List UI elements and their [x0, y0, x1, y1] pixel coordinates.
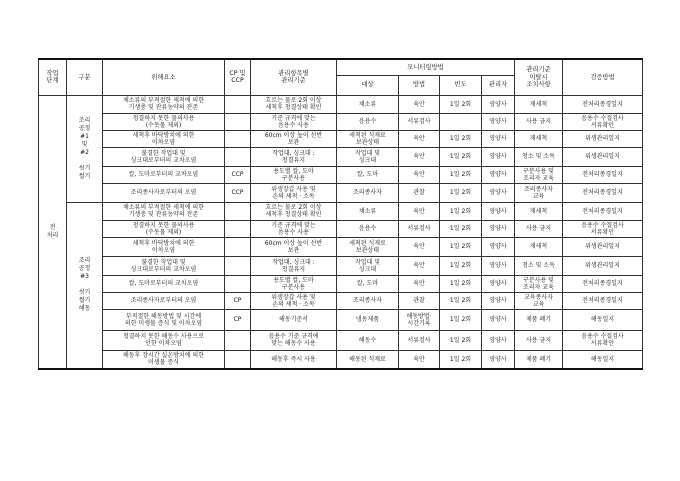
- method-cell: 서류검사: [399, 220, 440, 237]
- table-row: [39, 183, 643, 202]
- verification-cell: 전처리종경일지: [563, 95, 643, 113]
- cp-ccp-cell: CP: [225, 309, 251, 330]
- manager-cell: 영양사: [482, 330, 515, 350]
- manager-cell: 영양사: [482, 183, 515, 202]
- header-category: 구분: [67, 59, 103, 95]
- table-row: [39, 220, 643, 237]
- cp-ccp-cell: [225, 95, 251, 113]
- target-cell: 세척된 식재료 보관상태: [337, 130, 399, 147]
- header-verification: 검증방법: [563, 59, 643, 95]
- method-cell: 서류검사: [399, 113, 440, 130]
- cp-ccp-cell: [225, 275, 251, 292]
- target-cell: 칼, 도마: [337, 166, 399, 183]
- method-cell: 서류검사: [399, 330, 440, 350]
- haccp-table-page: [38, 58, 642, 370]
- haccp-table: [38, 58, 643, 370]
- action-cell: 구분사용 및 조리자 교육: [515, 275, 563, 292]
- verification-cell: 해동일지: [563, 350, 643, 369]
- method-cell: 육안: [399, 130, 440, 147]
- hazard-cell: 불결한 작업대 및 싱크대로부터의 교차오염: [103, 256, 225, 275]
- method-cell: 관찰: [399, 292, 440, 309]
- criteria-cell: 흐르는 물로 2회 이상 세척후 청결상태 확인: [251, 202, 337, 220]
- action-cell: 교육종사자 교육: [515, 292, 563, 309]
- verification-cell: 위생관리일지: [563, 130, 643, 147]
- action-cell: 재세척: [515, 130, 563, 147]
- target-cell: 음용수: [337, 220, 399, 237]
- header-cp-ccp: CP 및 CCP: [225, 59, 251, 95]
- table-row: [39, 166, 643, 183]
- stage-cell: 전 처리: [39, 95, 67, 369]
- hazard-cell: 청결하지 못한 물의사용 (수돗물 제외): [103, 113, 225, 130]
- action-cell: 재세척: [515, 95, 563, 113]
- method-cell: 해동방법· 시간기록: [399, 309, 440, 330]
- verification-cell: 위생관리일지: [563, 237, 643, 256]
- table-body: [39, 95, 643, 369]
- frequency-cell: 1일 2회: [440, 309, 482, 330]
- method-cell: 육안: [399, 256, 440, 275]
- target-cell: 채소류: [337, 95, 399, 113]
- hazard-cell: 채소류의 부적절한 세척에 의한 기생충 및 잔류농약의 잔존: [103, 95, 225, 113]
- verification-cell: 전처리종경일지: [563, 292, 643, 309]
- method-cell: 육안: [399, 350, 440, 369]
- action-cell: 청소 및 소독: [515, 256, 563, 275]
- hazard-cell: 세척후 바닥방치에 의한 이차오염: [103, 130, 225, 147]
- cp-ccp-cell: CCP: [225, 166, 251, 183]
- manager-cell: 영양사: [482, 220, 515, 237]
- hazard-cell: 칼, 도마로부터의 교차오염: [103, 275, 225, 292]
- hazard-cell: 세척후 바닥방치에 의한 이차오염: [103, 237, 225, 256]
- manager-cell: 영양사: [482, 166, 515, 183]
- action-cell: 청소 및 소독: [515, 147, 563, 166]
- action-cell: 구분사용 및 조리자 교육: [515, 166, 563, 183]
- header-target: 대상: [337, 75, 399, 95]
- manager-cell: 영양사: [482, 130, 515, 147]
- verification-cell: 음용수 수질검사 서류확인: [563, 220, 643, 237]
- manager-cell: 영양사: [482, 147, 515, 166]
- hazard-cell: 채소류의 부적절한 세척에 의한 기생충 및 잔류농약의 잔존: [103, 202, 225, 220]
- target-cell: 작업대 및 싱크대: [337, 256, 399, 275]
- target-cell: 음용수: [337, 113, 399, 130]
- table-row: [39, 309, 643, 330]
- verification-cell: 위생관리일지: [563, 256, 643, 275]
- frequency-cell: 1일 2회: [440, 292, 482, 309]
- action-cell: 제품 폐기: [515, 350, 563, 369]
- criteria-cell: 기준 규격에 맞는 음용수 사용: [251, 220, 337, 237]
- manager-cell: 영양사: [482, 113, 515, 130]
- header-hazard: 위해요소: [103, 59, 225, 95]
- header-manager: 관리자: [482, 75, 515, 95]
- method-cell: 육안: [399, 95, 440, 113]
- verification-cell: 음용수 수질검사 서류확인: [563, 113, 643, 130]
- cp-ccp-cell: CP: [225, 292, 251, 309]
- frequency-cell: 1일 2회: [440, 202, 482, 220]
- action-cell: 조리종사자 교육: [515, 183, 563, 202]
- category-cell: 조리 공정 #1 및 #2 씻기 썰기: [67, 95, 103, 202]
- header-criteria: 관리항목별 관리기준: [251, 59, 337, 95]
- target-cell: 조리종사자: [337, 183, 399, 202]
- action-cell: 사용 금지: [515, 220, 563, 237]
- table-row: [39, 202, 643, 220]
- target-cell: 세척된 식재료 보관상태: [337, 237, 399, 256]
- criteria-cell: 해동후 즉시 사용: [251, 350, 337, 369]
- cp-ccp-cell: [225, 113, 251, 130]
- method-cell: 관찰: [399, 183, 440, 202]
- hazard-cell: 부적절한 해동방법 및 시간에 의한 미생물 증식 및 이차오염: [103, 309, 225, 330]
- table-row: [39, 95, 643, 113]
- criteria-cell: 작업대, 싱크대 : 청결유지: [251, 147, 337, 166]
- frequency-cell: 1일 2회: [440, 220, 482, 237]
- verification-cell: 전처리종경일지: [563, 202, 643, 220]
- cp-ccp-cell: [225, 256, 251, 275]
- method-cell: 육안: [399, 147, 440, 166]
- criteria-cell: 흐르는 물로 2회 이상 세척후 청결상태 확인: [251, 95, 337, 113]
- frequency-cell: 1일 2회: [440, 330, 482, 350]
- table-row: [39, 292, 643, 309]
- verification-cell: 전처리종경일지: [563, 275, 643, 292]
- header-frequency: 빈도: [440, 75, 482, 95]
- table-row: [39, 275, 643, 292]
- cp-ccp-cell: [225, 237, 251, 256]
- frequency-cell: 1일 2회: [440, 95, 482, 113]
- target-cell: 조리종사자: [337, 292, 399, 309]
- table-row: [39, 256, 643, 275]
- cp-ccp-cell: [225, 350, 251, 369]
- manager-cell: 영양사: [482, 202, 515, 220]
- action-cell: 제품 폐기: [515, 309, 563, 330]
- frequency-cell: 1일 2회: [440, 183, 482, 202]
- cp-ccp-cell: [225, 202, 251, 220]
- manager-cell: 영양사: [482, 275, 515, 292]
- criteria-cell: 작업대, 싱크대 : 청결유지: [251, 256, 337, 275]
- cp-ccp-cell: [225, 147, 251, 166]
- hazard-cell: 칼, 도마로부터의 교차오염: [103, 166, 225, 183]
- verification-cell: 전처리종경일지: [563, 166, 643, 183]
- frequency-cell: 1일 2회: [440, 256, 482, 275]
- target-cell: 해동된 식재료: [337, 350, 399, 369]
- criteria-cell: 위생장갑 사용 및 손의 세척 · 소독: [251, 292, 337, 309]
- verification-cell: 음용수 수질검사 서류확인: [563, 330, 643, 350]
- target-cell: 해동수: [337, 330, 399, 350]
- cp-ccp-cell: [225, 130, 251, 147]
- manager-cell: 영양사: [482, 95, 515, 113]
- table-row: [39, 147, 643, 166]
- target-cell: 칼, 도마: [337, 275, 399, 292]
- cp-ccp-cell: [225, 220, 251, 237]
- action-cell: 사용 금지: [515, 330, 563, 350]
- verification-cell: 위생관리일지: [563, 147, 643, 166]
- manager-cell: 영양사: [482, 256, 515, 275]
- action-cell: 재세척: [515, 237, 563, 256]
- hazard-cell: 조리종사자로부터의 오염: [103, 292, 225, 309]
- hazard-cell: 청결하지 못한 해동수 사용으로 인한 이차오염: [103, 330, 225, 350]
- header-method: 방법: [399, 75, 440, 95]
- frequency-cell: 1일 2회: [440, 147, 482, 166]
- manager-cell: 영양사: [482, 237, 515, 256]
- criteria-cell: 60cm 이상 높이 선반 보관: [251, 237, 337, 256]
- criteria-cell: 위생장갑 사용 및 손의 세척 · 소독: [251, 183, 337, 202]
- header-deviation: 관리기준 이탈시 조치사항: [515, 59, 563, 95]
- criteria-cell: 해동기준서: [251, 309, 337, 330]
- table-row: [39, 113, 643, 130]
- action-cell: 재세척: [515, 202, 563, 220]
- table-row: [39, 330, 643, 350]
- verification-cell: 해동일지: [563, 309, 643, 330]
- method-cell: 육안: [399, 202, 440, 220]
- frequency-cell: 1일 2회: [440, 237, 482, 256]
- action-cell: 사용 금지: [515, 113, 563, 130]
- verification-cell: 전처리종경일지: [563, 183, 643, 202]
- frequency-cell: [440, 113, 482, 130]
- frequency-cell: 1일 2회: [440, 166, 482, 183]
- method-cell: 육안: [399, 275, 440, 292]
- criteria-cell: 용도별 칼, 도마 구분사용: [251, 275, 337, 292]
- cp-ccp-cell: [225, 330, 251, 350]
- hazard-cell: 조리종사자로부터의 오염: [103, 183, 225, 202]
- hazard-cell: 청결하지 못한 물의사용 (수돗물 제외): [103, 220, 225, 237]
- header-monitoring: 모니터링방법: [337, 59, 515, 75]
- manager-cell: 영양사: [482, 309, 515, 330]
- header-stage: 작업 단계: [39, 59, 67, 95]
- hazard-cell: 불결한 작업대 및 싱크대로부터의 교차오염: [103, 147, 225, 166]
- criteria-cell: 음용수 기준 규격에 맞는 해동수 사용: [251, 330, 337, 350]
- hazard-cell: 해동후 장시간 실온방치에 의한 미생물 증식: [103, 350, 225, 369]
- criteria-cell: 60cm 이상 높이 선반 보관: [251, 130, 337, 147]
- table-row: [39, 237, 643, 256]
- method-cell: 육안: [399, 166, 440, 183]
- criteria-cell: 기준 규격에 맞는 음용수 사용: [251, 113, 337, 130]
- category-cell: 조리 공정 #3 씻기 썰기 해동: [67, 202, 103, 369]
- target-cell: 채소류: [337, 202, 399, 220]
- criteria-cell: 용도별 칼, 도마 구분사용: [251, 166, 337, 183]
- frequency-cell: 1일 2회: [440, 350, 482, 369]
- table-row: [39, 350, 643, 369]
- target-cell: 냉동제품: [337, 309, 399, 330]
- frequency-cell: 1일 2회: [440, 275, 482, 292]
- table-row: [39, 130, 643, 147]
- manager-cell: 영양사: [482, 292, 515, 309]
- method-cell: 육안: [399, 237, 440, 256]
- frequency-cell: 1일 2회: [440, 130, 482, 147]
- target-cell: 작업대 및 싱크대: [337, 147, 399, 166]
- cp-ccp-cell: CCP: [225, 183, 251, 202]
- manager-cell: 영양사: [482, 350, 515, 369]
